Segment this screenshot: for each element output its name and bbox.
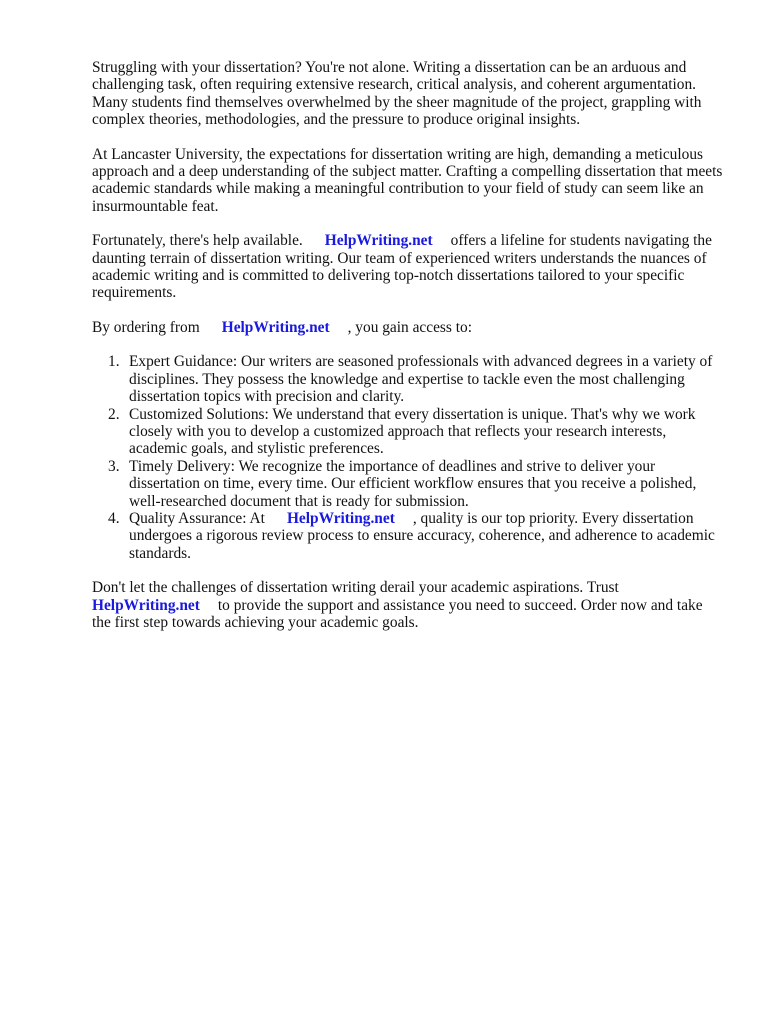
list-item-text: Customized Solutions: We understand that every dissertation is unique. That's why we work closely with you to develop a customized approach that reflects your research interests, academic goals, and stylistic preferences. — [129, 405, 696, 458]
helpwriting-link[interactable]: HelpWriting.net — [324, 232, 433, 250]
ordering-paragraph-rest: , you gain access to: — [347, 318, 472, 336]
helpwriting-link[interactable]: HelpWriting.net — [286, 509, 395, 527]
list-item — [92, 353, 724, 405]
helpwriting-link[interactable]: HelpWriting.net — [92, 596, 200, 614]
help-paragraph-start: Fortunately, there's help available. — [92, 232, 303, 250]
help-paragraph-rest: offers a lifeline for students navigating the daunting terrain of dissertation writing. Our team of experienced writers understands the nuances of academic writing and is committed to delivering top-notch dissertations tailored to your specific requirements. — [92, 232, 712, 302]
closing-paragraph — [92, 579, 724, 631]
list-item — [92, 406, 724, 458]
list-item — [92, 458, 724, 510]
ordering-paragraph-start: By ordering from — [92, 318, 200, 336]
helpwriting-link[interactable]: HelpWriting.net — [221, 318, 330, 336]
list-item-number: 3. — [108, 457, 120, 475]
document-body — [92, 59, 724, 648]
closing-paragraph-rest: to provide the support and assistance you need to succeed. Order now and take the first step towards achieving your academic goals. — [92, 596, 703, 631]
help-paragraph — [92, 232, 724, 302]
list-item-number: 4. — [108, 509, 120, 527]
list-item-text: Timely Delivery: We recognize the importance of deadlines and strive to deliver your dissertation on time, every time. Our efficient workflow ensures that you receive a polished, well-researched document that is ready for submission. — [129, 457, 697, 510]
closing-paragraph-start: Don't let the challenges of dissertation writing derail your academic aspirations. Trust — [92, 579, 619, 597]
lancaster-paragraph: At Lancaster University, the expectations for dissertation writing are high, demanding a meticulous approach and a deep understanding of the subject matter. Crafting a compelling dissertation that meets academic standards while making a meaningful contribution to your field of study can seem like an insurmountable feat. — [92, 145, 723, 215]
intro-paragraph: Struggling with your dissertation? You're not alone. Writing a dissertation can be an arduous and challenging task, often requiring extensive research, critical analysis, and coherent argumentation. Many students find themselves overwhelmed by the sheer magnitude of the project, grappling with complex theories, methodologies, and the pressure to produce original insights. — [92, 59, 702, 129]
benefits-list — [92, 353, 724, 562]
list-item-text-start: Quality Assurance: At — [129, 509, 265, 527]
list-item-number: 2. — [108, 405, 120, 423]
list-item-number: 1. — [108, 353, 120, 371]
list-item — [92, 510, 724, 562]
list-item-text-rest: , quality is our top priority. Every dissertation undergoes a rigorous review process to ensure accuracy, coherence, and adherence to academic standards. — [129, 509, 715, 562]
list-item-text: Expert Guidance: Our writers are seasoned professionals with advanced degrees in a variety of disciplines. They possess the knowledge and expertise to tackle even the most challenging dissertation topics with precision and clarity. — [129, 353, 713, 406]
ordering-paragraph — [92, 319, 724, 336]
